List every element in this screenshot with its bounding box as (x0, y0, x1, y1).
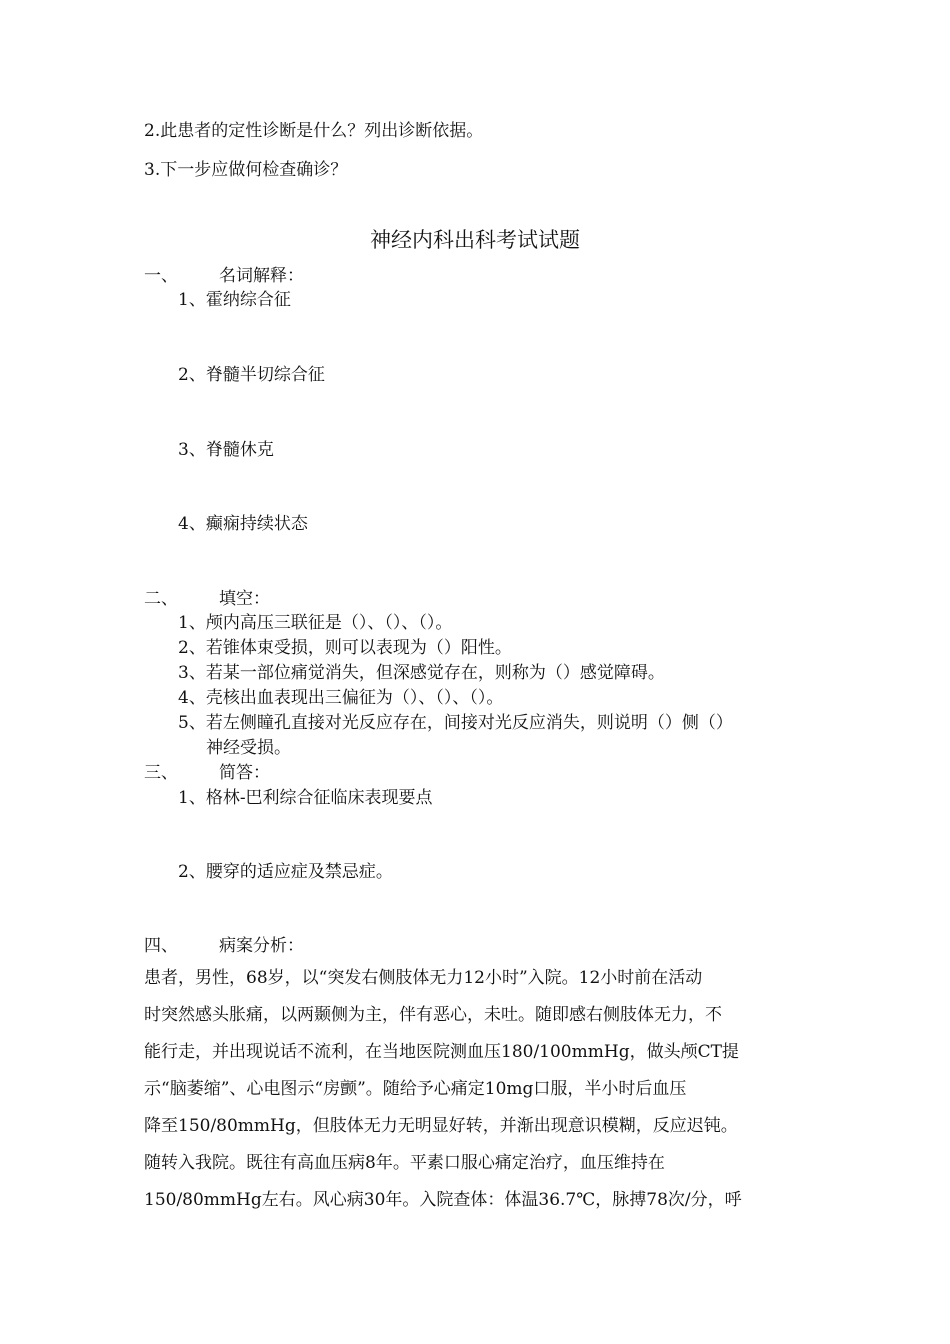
prev-question-2: 2.此患者的定性诊断是什么？列出诊断依据。 (144, 121, 484, 141)
section-4-label: 病案分析： (219, 936, 304, 956)
case-line: 150/80mmHg左右。风心病30年。入院查体：体温36.7℃，脉搏78次/分，呼 (144, 1190, 742, 1210)
section-2-item: 3、若某一部位痛觉消失，但深感觉存在，则称为（）感觉障碍。 (178, 663, 665, 683)
prev-question-3: 3.下一步应做何检查确诊？ (144, 160, 348, 180)
section-1-number: 一、 (144, 266, 178, 286)
case-line: 降至150/80mmHg，但肢体无力无明显好转，并渐出现意识模糊，反应迟钝。 (144, 1116, 738, 1136)
section-3-number: 三、 (144, 763, 178, 783)
section-1-item: 1、霍纳综合征 (178, 290, 291, 310)
section-2-item: 1、颅内高压三联征是（）、（）、（）。 (178, 613, 453, 633)
case-line: 示“脑萎缩”、心电图示“房颤”。随给予心痛定10mg口服，半小时后血压 (144, 1079, 687, 1099)
section-3-label: 简答： (219, 763, 270, 783)
case-line: 随转入我院。既往有高血压病8年。平素口服心痛定治疗，血压维持在 (144, 1153, 665, 1173)
case-line: 能行走，并出现说话不流利，在当地医院测血压180/100mmHg，做头颅CT提 (144, 1042, 739, 1062)
section-2-item: 2、若锥体束受损，则可以表现为（）阳性。 (178, 638, 512, 658)
exam-title: 神经内科出科考试试题 (370, 228, 580, 252)
section-1-item: 4、癫痫持续状态 (178, 514, 308, 534)
section-3-item: 2、腰穿的适应症及禁忌症。 (178, 862, 393, 882)
case-line: 患者，男性，68岁，以“突发右侧肢体无力12小时”入院。12小时前在活动 (144, 968, 703, 988)
section-2-number: 二、 (144, 589, 178, 609)
case-line: 时突然感头胀痛，以两颞侧为主，伴有恶心，未吐。随即感右侧肢体无力，不 (144, 1005, 722, 1025)
section-1-item: 2、脊髓半切综合征 (178, 365, 325, 385)
section-1-item: 3、脊髓休克 (178, 440, 274, 460)
case-paragraph (144, 960, 804, 1219)
section-4-number: 四、 (144, 936, 178, 956)
section-1-label: 名词解释： (219, 266, 304, 286)
section-2-item-continuation: 神经受损。 (206, 738, 291, 758)
section-2-item: 4、壳核出血表现出三偏征为（）、（）、（）。 (178, 688, 504, 708)
section-2-item: 5、若左侧瞳孔直接对光反应存在，间接对光反应消失，则说明（）侧（） (178, 713, 733, 733)
section-3-item: 1、格林-巴利综合征临床表现要点 (178, 788, 433, 808)
section-2-label: 填空： (219, 589, 270, 609)
